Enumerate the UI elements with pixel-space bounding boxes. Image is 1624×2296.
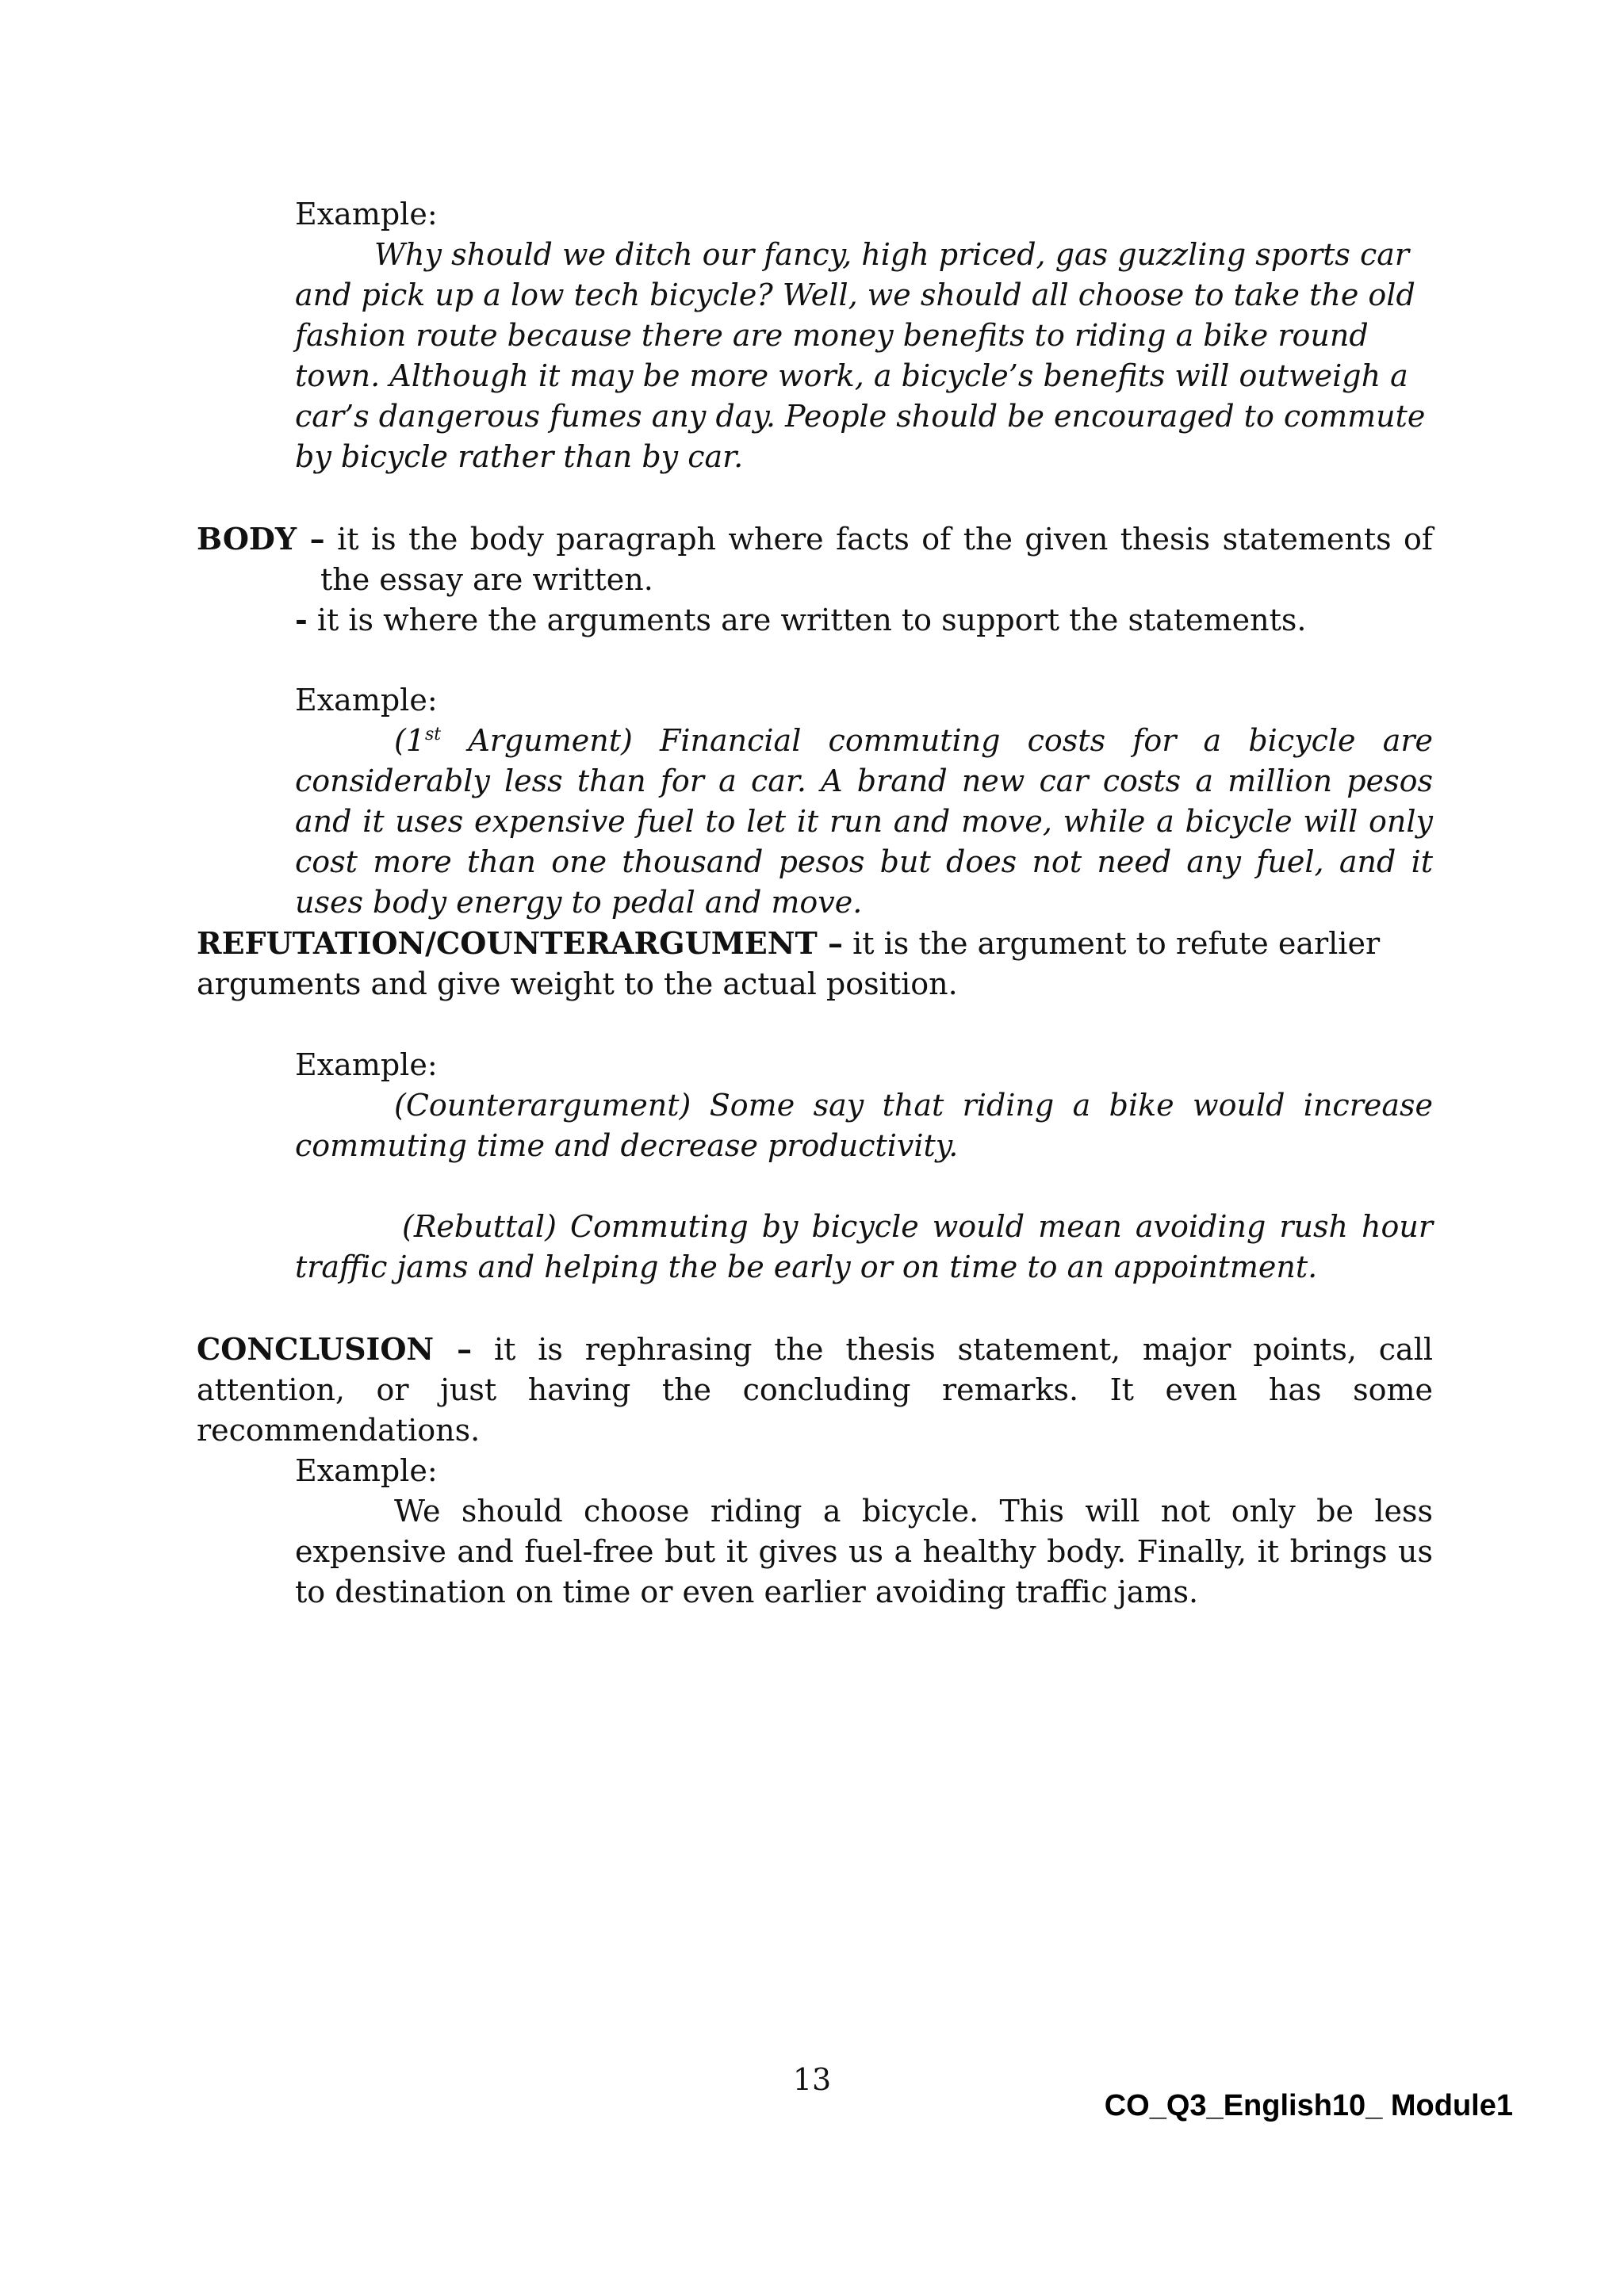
body-bullet-dash: - <box>295 602 308 637</box>
conclusion-term: CONCLUSION – <box>197 1331 473 1367</box>
refutation-definition <box>197 923 1433 1004</box>
rebuttal-text: (Rebuttal) Commuting by bicycle would mean avoiding rush hour traffic jams and helping the be early or on time to an appointment. <box>295 1209 1433 1284</box>
body-example-prefix: (1 <box>394 723 426 758</box>
body-example-body: Argument) Financial commuting costs for a bicycle are considerably less than for a car. A brand new car costs a million pesos and it uses expensive fuel to let it run and move, while a bicycle will only cost more than one thousand pesos but does not need any fuel, and it uses body energy to pedal and move. <box>295 723 1433 920</box>
intro-example-label: Example: <box>295 197 438 232</box>
body-example-sup: st <box>425 725 442 744</box>
refutation-term: REFUTATION/COUNTERARGUMENT – <box>197 925 843 961</box>
body-bullet <box>295 599 1433 641</box>
body-bullet-text: it is where the arguments are written to support the statements. <box>307 603 1307 637</box>
conclusion-example-label: Example: <box>295 1453 438 1488</box>
module-code: CO_Q3_English10_ Module1 <box>1104 2089 1513 2122</box>
body-example-text <box>295 721 1433 923</box>
conclusion-definition <box>197 1329 1433 1451</box>
page-number: 13 <box>792 2062 832 2097</box>
body-term: BODY – <box>197 521 325 557</box>
body-definition <box>197 519 1433 600</box>
conclusion-example-text: We should choose riding a bicycle. This will not only be less expensive and fuel-free but it gives us a healthy body. Finally, it brings us to destination on time or even earlier avoiding traffic jams. <box>295 1494 1433 1609</box>
refutation-example-label: Example: <box>295 1047 438 1082</box>
counterargument-text: (Counterargument) Some say that riding a bike would increase commuting time and decrease productivity. <box>295 1088 1433 1163</box>
refutation-definition-text: it is the argument to refute earlier arguments and give weight to the actual position. <box>197 926 1381 1001</box>
body-example-label: Example: <box>295 683 438 718</box>
body-definition-line <box>197 519 1433 600</box>
intro-example-text: Why should we ditch our fancy, high priced, gas guzzling sports car and pick up a low tech bicycle? Well, we should all choose to take the old fashion route because there are money benefits to riding a bike round town. Although it may be more work, a bicycle’s benefits will outweigh a car’s dangerous fumes any day. People should be encouraged to commute by bicycle rather than by car. <box>295 237 1426 474</box>
conclusion-definition-text: it is rephrasing the thesis statement, major points, call attention, or just having the concluding remarks. It even has some recommendations. <box>197 1332 1433 1448</box>
body-definition-text: it is the body paragraph where facts of the given thesis statements of the essay are written. <box>320 522 1433 597</box>
